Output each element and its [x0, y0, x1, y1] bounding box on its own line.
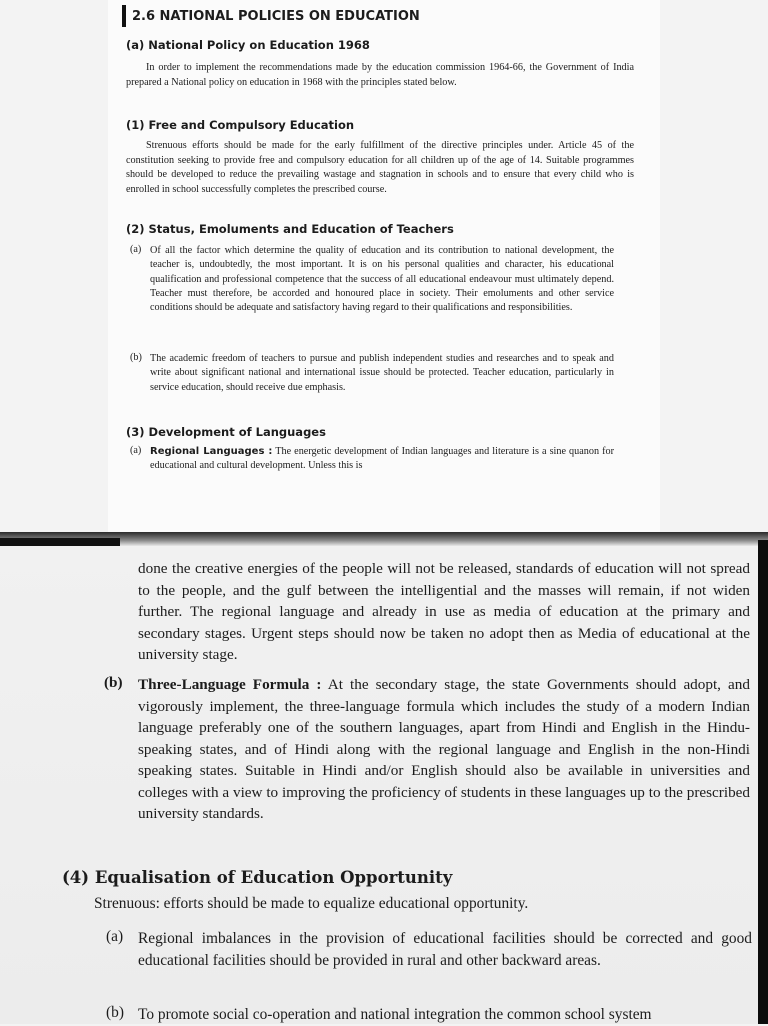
- policy-1968-intro: In order to implement the recommendations made by the education commission 1964-66, the Government of India prepared a National policy on education in 1968 with the principles stated below.: [126, 62, 634, 88]
- teachers-item-a-text: Of all the factor which determine the quality of education and its contribution to national development, the teacher is, undoubtedly, the most important. It is on his personal qualities and character, his educational qualification and professional competence that the success of all educational endeavour must ultimately depend. Teacher must therefore, be accorded and honoured place in society. Their emoluments and other service conditions should be adequate and satisfactory having regard to their qualifications and responsibilities.: [150, 245, 614, 314]
- equalisation-title: (4) Equalisation of Education Opportunity: [62, 868, 453, 887]
- equalisation-item-a: [106, 928, 752, 971]
- equalisation-item-b-text: To promote social co-operation and national integration the common school system: [138, 1006, 652, 1023]
- policy-1968-block: [126, 38, 634, 90]
- equalisation-item-a-label: (a): [106, 928, 124, 945]
- teachers-item-a-label: (a): [130, 244, 142, 255]
- languages-item-b-label: (b): [104, 674, 123, 691]
- languages-item-a-continued: done the creative energies of the people will not be released, standards of education will not spread to the people, and the gulf between the intelligential and the masses will remain, if not widen further. The regional language and already in use as media of education at the primary and secondary stages. Urgent steps should now be taken no adopt then as Media of educational at the university stage.: [138, 560, 750, 663]
- equalisation-item-a-text: Regional imbalances in the provision of educational facilities should be corrected and good educational facilities should be provided in rural and other backward areas.: [138, 930, 752, 969]
- section-heading-text: 2.6 NATIONAL POLICIES ON EDUCATION: [132, 8, 420, 24]
- heading-bar: [122, 5, 126, 27]
- teachers-title: (2) Status, Emoluments and Education of Teachers: [126, 222, 454, 236]
- policy-1968-title: (a) National Policy on Education 1968: [126, 38, 370, 52]
- three-language-label: Three-Language Formula :: [138, 676, 322, 693]
- upper-page: [108, 0, 660, 538]
- teachers-item-b-label: (b): [130, 352, 142, 363]
- languages-item-a: [130, 445, 614, 474]
- teachers-item-a: [130, 244, 614, 315]
- free-education-title: (1) Free and Compulsory Education: [126, 118, 355, 132]
- teachers-item-b-text: The academic freedom of teachers to pursue and publish independent studies and researches and to speak and write about significant national and international issue should be protected. Teacher education, particularly in service education, should receive due emphasis.: [150, 353, 614, 393]
- languages-item-b: [104, 674, 750, 825]
- languages-item-a-start: The energetic development of Indian languages and literature is a sine quanon for educational and cultural development. Unless this is: [150, 446, 614, 472]
- free-education-text: Strenuous efforts should be made for the early fulfillment of the directive principles under. Article 45 of the constitution seeking to provide free and compulsory education for all children up of the age of 14. Suitable programmes should be developed to reduce the prevailing wastage and stagnation in schools and to ensure that every child who is enrolled in school successfully completes the prescribed course.: [126, 140, 634, 195]
- languages-item-b-text: At the secondary stage, the state Governments should adopt, and vigorously implement, the three-language formula which includes the study of a modern Indian language preferably one of the southern languages, apart from Hindi and English in the Hindu-speaking states, and of Hindi along with the regional language and English in the non-Hindi speaking states. Suitable in Hindi and/or English should also be available in universities and colleges with a view to improving the proficiency of students in these languages up to the prescribed university standards.: [138, 676, 750, 822]
- languages-item-a-start-wrap: [150, 445, 614, 474]
- equalisation-lead: Strenuous: efforts should be made to equalize educational opportunity.: [94, 895, 529, 912]
- teachers-title-block: [126, 222, 634, 236]
- languages-item-a-label: (a): [130, 445, 142, 456]
- equalisation-item-b: [106, 1004, 752, 1026]
- equalisation-item-b-label: (b): [106, 1004, 124, 1021]
- section-heading: [122, 6, 642, 26]
- languages-title: (3) Development of Languages: [126, 425, 326, 439]
- teachers-item-b: [130, 352, 614, 395]
- languages-item-b-text-wrap: [138, 674, 750, 825]
- free-education-block: [126, 118, 634, 197]
- regional-languages-label: Regional Languages :: [150, 446, 273, 457]
- page-edge-shadow: [758, 540, 768, 1024]
- lower-page: [0, 546, 768, 1024]
